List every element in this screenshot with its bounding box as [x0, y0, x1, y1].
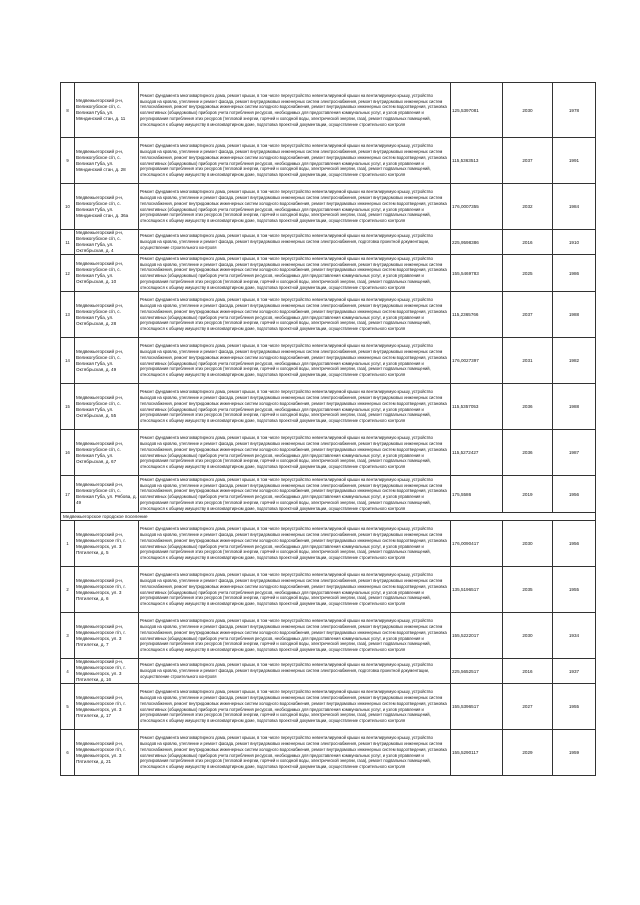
house-address-text: Медвежьегорский р-н, Медвежьегорское г/п, г. Медвежьегорск, ул. 3 Пятилетки, д. 17 — [76, 694, 126, 718]
table-row — [61, 138, 596, 184]
repair-year — [503, 521, 553, 567]
house-address-text: Медвежьегорский р-н, Медвежьегорское г/п, г. Медвежьегорск, ул. 3 Пятилетки, д. 6 — [76, 577, 126, 601]
repair-year-text: 2025 — [522, 270, 533, 276]
repair-year-text: 2016 — [522, 239, 533, 245]
area-value-text: 135,5196517 — [452, 587, 479, 592]
repair-year — [503, 613, 553, 659]
table-row — [61, 184, 596, 230]
area-value — [451, 476, 503, 513]
repair-works — [139, 567, 451, 613]
repair-works-text: Ремонт фундамента многоквартирного дома, ремонт крыши, в том числе переустройство невентилируемой крыши на вентилируемую крышу, устройство выходов на кровлю, утепление и ремонт фасада, ремонт внутридомовых инженерных систем электроснабжения, ремонт внутридомовых инженерных систем теплоснабжения, ремонт внутридомовых инженерных систем холодного водоснабжения, ремонт внутридомовых инженерных систем водоотведения, установка коллективных (общедомовых) приборов учета потребления ресурсов, необходимых для предоставления коммунальных услуг, и узлов управления и регулирования потребления этих ресурсов (тепловой энергии, горячей и холодной воды, электрической энергии, газа), ремонт подвальных помещений, относящихся к общему имуществу в многоквартирном доме, подготовка проектной документации, осуществление строительного контроля — [140, 92, 447, 127]
area-value — [451, 255, 503, 292]
table-row — [61, 255, 596, 292]
house-address — [75, 255, 139, 292]
repair-year — [503, 184, 553, 230]
repair-works — [139, 430, 451, 476]
repair-works-text: Ремонт фундамента многоквартирного дома, ремонт крыши, в том числе переустройство невентилируемой крыши на вентилируемую крышу, устройство выходов на кровлю, утепление и ремонт фасада, ремонт внутридомовых инженерных систем электроснабжения, ремонт внутридомовых инженерных систем теплоснабжения, ремонт внутридомовых инженерных систем холодного водоснабжения, ремонт внутридомовых инженерных систем водоотведения, установка коллективных (общедомовых) приборов учета потребления ресурсов, необходимых для предоставления коммунальных услуг, и узлов управления и регулирования потребления этих ресурсов (тепловой энергии, горячей и холодной воды, электрической энергии, газа), ремонт подвальных помещений, относящихся к общему имуществу в многоквартирном доме, подготовка проектной документации, осуществление строительного контроля — [140, 189, 447, 223]
area-value-text: 175,5586 — [452, 491, 472, 497]
house-address-text: Медвежьегорский р-н, Великогубское с/п, с. Великая Губа, ул. Октябрьская, д. 49 — [76, 348, 124, 372]
row-number-text: 16 — [65, 450, 70, 455]
repair-year-text: 2030 — [522, 633, 533, 638]
area-value — [451, 521, 503, 567]
house-address-text: Медвежьегорский р-н, Медвежьегорское г/п, г. Медвежьегорск, ул. 3 Пятилетки, д. 5 — [76, 531, 126, 555]
row-number — [61, 184, 75, 230]
row-number-text: 3 — [66, 633, 69, 638]
house-address — [75, 384, 139, 430]
repair-year-text: 2029 — [522, 750, 533, 755]
document-page — [60, 82, 583, 776]
repair-year-text: 2037 — [522, 312, 533, 317]
house-address-text: Медвежьегорский р-н, Великогубское с/п, с. Великая Губа, ул. Октябрьская, д. 4 — [76, 230, 124, 253]
build-year — [553, 613, 596, 659]
build-year-text: 1984 — [568, 204, 580, 209]
row-number — [61, 613, 75, 659]
repair-works-text: Ремонт фундамента многоквартирного дома, ремонт крыши, в том числе переустройство невентилируемой крыши на вентилируемую крышу, устройство выходов на кровлю, утепление и ремонт фасада, ремонт внутридомовых инженерных систем электроснабжения, ремонт внутридомовых инженерных систем теплоснабжения, ремонт внутридомовых инженерных систем холодного водоснабжения, ремонт внутридомовых инженерных систем водоотведения, установка коллективных (общедомовых) приборов учета потребления ресурсов, необходимых для предоставления коммунальных услуг, и узлов управления и регулирования потребления этих ресурсов (тепловой энергии, горячей и холодной воды, электрической энергии, газа), ремонт подвальных помещений, относящихся к общему имуществу в многоквартирном доме, подготовка проектной документации, осуществление строительного контроля — [140, 476, 447, 511]
area-value — [451, 730, 503, 776]
house-address — [75, 338, 139, 384]
row-number-text: 5 — [66, 704, 69, 709]
build-year — [553, 138, 596, 184]
row-number-text: 10 — [65, 204, 70, 209]
row-number-text: 1 — [66, 541, 69, 546]
repair-works — [139, 684, 451, 730]
repair-year — [503, 83, 553, 138]
area-value-text: 176,0027397 — [452, 358, 479, 363]
row-number-text: 13 — [65, 312, 70, 317]
row-number-text: 4 — [66, 668, 69, 674]
repair-year — [503, 684, 553, 730]
table-row — [61, 613, 596, 659]
area-value — [451, 83, 503, 138]
build-year — [553, 684, 596, 730]
table-row — [61, 730, 596, 776]
table-row — [61, 83, 596, 138]
row-number-text: 11 — [65, 239, 70, 245]
build-year-text: 1955 — [568, 587, 580, 592]
repair-year-text: 2037 — [522, 158, 533, 163]
repair-works — [139, 255, 451, 292]
repair-year-text: 2032 — [522, 204, 533, 209]
repair-works-text: Ремонт фундамента многоквартирного дома, ремонт крыши, в том числе переустройство невентилируемой крыши на вентилируемую крышу, устройство выходов на кровлю, утепление и ремонт фасада, ремонт внутридомовых инженерных систем электроснабжения, ремонт внутридомовых инженерных систем теплоснабжения, ремонт внутридомовых инженерных систем холодного водоснабжения, ремонт внутридомовых инженерных систем водоотведения, установка коллективных (общедомовых) приборов учета потребления ресурсов, необходимых для предоставления коммунальных услуг, и узлов управления и регулирования потребления этих ресурсов (тепловой энергии, горячей и холодной воды, электрической энергии, газа), ремонт подвальных помещений, относящихся к общему имуществу в многоквартирном доме, подготовка проектной документации, осуществление строительного контроля — [140, 297, 447, 331]
repair-year-text: 2030 — [522, 107, 533, 113]
build-year — [553, 292, 596, 338]
capital-repair-table — [60, 82, 596, 776]
build-year-text: 1956 — [568, 541, 580, 546]
row-number-text: 9 — [66, 158, 69, 163]
table-row — [61, 230, 596, 255]
repair-works-text: Ремонт фундамента многоквартирного дома, ремонт крыши, в том числе переустройство невентилируемой крыши на вентилируемую крышу, устройство выходов на кровлю, утепление и ремонт фасада, ремонт внутридомовых инженерных систем электроснабжения, ремонт внутридомовых инженерных систем теплоснабжения, ремонт внутридомовых инженерных систем холодного водоснабжения, ремонт внутридомовых инженерных систем водоотведения, установка коллективных (общедомовых) приборов учета потребления ресурсов, необходимых для предоставления коммунальных услуг, и узлов управления и регулирования потребления этих ресурсов (тепловой энергии, горячей и холодной воды, электрической энергии, газа), ремонт подвальных помещений, относящихся к общему имуществу в многоквартирном доме, подготовка проектной документации, осуществление строительного контроля — [140, 526, 447, 560]
house-address — [75, 613, 139, 659]
repair-year-text: 2030 — [522, 541, 533, 546]
table-row — [61, 659, 596, 684]
area-value-text: 225,5652517 — [452, 668, 479, 674]
repair-works — [139, 138, 451, 184]
table-row — [61, 684, 596, 730]
area-value-text: 115,5357053 — [452, 404, 479, 409]
row-number — [61, 338, 75, 384]
row-number — [61, 230, 75, 255]
house-address-text: Медвежьегорский р-н, Великогубское с/п, с. Великая Губа, ул. Октябрьская, д. 28 — [76, 302, 124, 326]
area-value — [451, 684, 503, 730]
row-number-text: 12 — [65, 270, 70, 276]
repair-year — [503, 567, 553, 613]
repair-year-text: 2036 — [522, 404, 533, 409]
row-number — [61, 83, 75, 138]
area-value — [451, 184, 503, 230]
table-row — [61, 292, 596, 338]
repair-works-text: Ремонт фундамента многоквартирного дома, ремонт крыши, в том числе переустройство невентилируемой крыши на вентилируемую крышу, устройство выходов на кровлю, утепление и ремонт фасада, ремонт внутридомовых инженерных систем электроснабжения, ремонт внутридомовых инженерных систем теплоснабжения, ремонт внутридомовых инженерных систем холодного водоснабжения, ремонт внутридомовых инженерных систем водоотведения, установка коллективных (общедомовых) приборов учета потребления ресурсов, необходимых для предоставления коммунальных услуг, и узлов управления и регулирования потребления этих ресурсов (тепловой энергии, горячей и холодной воды, электрической энергии, газа), ремонт подвальных помещений, относящихся к общему имуществу в многоквартирном доме, подготовка проектной документации, осуществление строительного контроля — [140, 572, 447, 606]
build-year — [553, 521, 596, 567]
house-address — [75, 476, 139, 513]
repair-works-text: Ремонт фундамента многоквартирного дома, ремонт крыши, в том числе переустройство невентилируемой крыши на вентилируемую крышу, устройство выходов на кровлю, утепление и ремонт фасада, ремонт внутридомовых инженерных систем электроснабжения, ремонт внутридомовых инженерных систем теплоснабжения, ремонт внутридомовых инженерных систем холодного водоснабжения, ремонт внутридомовых инженерных систем водоотведения, установка коллективных (общедомовых) приборов учета потребления ресурсов, необходимых для предоставления коммунальных услуг, и узлов управления и регулирования потребления этих ресурсов (тепловой энергии, горячей и холодной воды, электрической энергии, газа), ремонт подвальных помещений, относящихся к общему имуществу в многоквартирном доме, подготовка проектной документации, осуществление строительного контроля — [140, 735, 447, 769]
area-value — [451, 338, 503, 384]
area-value-text: 155,5396517 — [452, 704, 479, 709]
repair-works-text: Ремонт фундамента многоквартирного дома, ремонт крыши, в том числе переустройство невентилируемой крыши на вентилируемую крышу, устройство выходов на кровлю, утепление и ремонт фасада, ремонт внутридомовых инженерных систем электроснабжения, ремонт внутридомовых инженерных систем теплоснабжения, ремонт внутридомовых инженерных систем холодного водоснабжения, ремонт внутридомовых инженерных систем водоотведения, установка коллективных (общедомовых) приборов учета потребления ресурсов, необходимых для предоставления коммунальных услуг, и узлов управления и регулирования потребления этих ресурсов (тепловой энергии, горячей и холодной воды, электрической энергии, газа), ремонт подвальных помещений, относящихся к общему имуществу в многоквартирном доме, подготовка проектной документации, осуществление строительного контроля — [140, 389, 447, 423]
house-address — [75, 83, 139, 138]
repair-year-text: 2016 — [522, 668, 533, 674]
repair-year — [503, 384, 553, 430]
repair-works — [139, 230, 451, 255]
house-address-text: Медвежьегорский р-н, Великогубское с/п, с. Великая Губа, ул. Мяндинский стан, д. 36а — [76, 194, 129, 218]
area-value — [451, 138, 503, 184]
row-number — [61, 567, 75, 613]
repair-year — [503, 730, 553, 776]
row-number — [61, 730, 75, 776]
house-address — [75, 567, 139, 613]
build-year — [553, 184, 596, 230]
repair-works-text: Ремонт фундамента многоквартирного дома, ремонт крыши, в том числе переустройство невентилируемой крыши на вентилируемую крышу, устройство выходов на кровлю, утепление и ремонт фасада, ремонт внутридомовых инженерных систем электроснабжения, ремонт внутридомовых инженерных систем теплоснабжения, ремонт внутридомовых инженерных систем холодного водоснабжения, ремонт внутридомовых инженерных систем водоотведения, установка коллективных (общедомовых) приборов учета потребления ресурсов, необходимых для предоставления коммунальных услуг, и узлов управления и регулирования потребления этих ресурсов (тепловой энергии, горячей и холодной воды, электрической энергии, газа), ремонт подвальных помещений, относящихся к общему имуществу в многоквартирном доме, подготовка проектной документации, осуществление строительного контроля — [140, 435, 447, 469]
repair-year — [503, 292, 553, 338]
repair-works-text: Ремонт фундамента многоквартирного дома, ремонт крыши, в том числе переустройство невентилируемой крыши на вентилируемую крышу, устройство выходов на кровлю, утепление и ремонт фасада, ремонт внутридомовых инженерных систем электроснабжения, ремонт внутридомовых инженерных систем теплоснабжения, ремонт внутридомовых инженерных систем холодного водоснабжения, ремонт внутридомовых инженерных систем водоотведения, установка коллективных (общедомовых) приборов учета потребления ресурсов, необходимых для предоставления коммунальных услуг, и узлов управления и регулирования потребления этих ресурсов (тепловой энергии, горячей и холодной воды, электрической энергии, газа), ремонт подвальных помещений, относящихся к общему имуществу в многоквартирном доме, подготовка проектной документации, осуществление строительного контроля — [140, 689, 447, 723]
house-address — [75, 292, 139, 338]
build-year-text: 1955 — [568, 704, 580, 709]
area-value — [451, 230, 503, 255]
repair-year-text: 2036 — [522, 450, 533, 455]
row-number — [61, 292, 75, 338]
area-value-text: 155,5290117 — [452, 750, 479, 755]
row-number — [61, 430, 75, 476]
build-year-text: 1982 — [568, 358, 580, 363]
repair-year-text: 2031 — [522, 358, 533, 363]
repair-works — [139, 83, 451, 138]
repair-works-text: Ремонт фундамента многоквартирного дома, ремонт крыши, в том числе переустройство невентилируемой крыши на вентилируемую крышу, устройство выходов на кровлю, утепление и ремонт фасада, ремонт внутридомовых инженерных систем электроснабжения, ремонт внутридомовых инженерных систем теплоснабжения, ремонт внутридомовых инженерных систем холодного водоснабжения, ремонт внутридомовых инженерных систем водоотведения, установка коллективных (общедомовых) приборов учета потребления ресурсов, необходимых для предоставления коммунальных услуг, и узлов управления и регулирования потребления этих ресурсов (тепловой энергии, горячей и холодной воды, электрической энергии, газа), ремонт подвальных помещений, относящихся к общему имуществу в многоквартирном доме, подготовка проектной документации, осуществление строительного контроля — [140, 618, 447, 652]
area-value-text: 125,5397081 — [452, 107, 479, 113]
build-year — [553, 83, 596, 138]
house-address-text: Медвежьегорский р-н, Великогубское с/п, с. Великая Губа, ул. Мяндинский стан, д. 11 — [76, 98, 126, 121]
repair-works — [139, 338, 451, 384]
repair-works-text: Ремонт фундамента многоквартирного дома, ремонт крыши, в том числе переустройство невентилируемой крыши на вентилируемую крышу, устройство выходов на кровлю, утепление и ремонт фасада, ремонт внутридомовых инженерных систем электроснабжения, подготовка проектной документации, осуществление строительного контроля — [140, 233, 433, 250]
repair-year — [503, 338, 553, 384]
row-number — [61, 384, 75, 430]
build-year — [553, 430, 596, 476]
area-value-text: 176,0090417 — [452, 541, 479, 546]
repair-works — [139, 292, 451, 338]
build-year — [553, 230, 596, 255]
area-value — [451, 430, 503, 476]
build-year — [553, 567, 596, 613]
row-number — [61, 476, 75, 513]
house-address-text: Медвежьегорский р-н, Медвежьегорское г/п, г. Медвежьегорск, ул. 3 Пятилетки, д. 7 — [76, 623, 126, 647]
house-address-text: Медвежьегорский р-н, Великогубское с/п, с. Великая Губа, ул. Октябрьская, д. 55 — [76, 394, 124, 418]
build-year — [553, 730, 596, 776]
table-row — [61, 567, 596, 613]
repair-works — [139, 659, 451, 684]
row-number — [61, 138, 75, 184]
table-row — [61, 476, 596, 513]
build-year — [553, 255, 596, 292]
house-address — [75, 138, 139, 184]
repair-works-text: Ремонт фундамента многоквартирного дома, ремонт крыши, в том числе переустройство невентилируемой крыши на вентилируемую крышу, устройство выходов на кровлю, утепление и ремонт фасада, ремонт внутридомовых инженерных систем электроснабжения, ремонт внутридомовых инженерных систем теплоснабжения, ремонт внутридомовых инженерных систем холодного водоснабжения, ремонт внутридомовых инженерных систем водоотведения, установка коллективных (общедомовых) приборов учета потребления ресурсов, необходимых для предоставления коммунальных услуг, и узлов управления и регулирования потребления этих ресурсов (тепловой энергии, горячей и холодной воды, электрической энергии, газа), ремонт подвальных помещений, относящихся к общему имуществу в многоквартирном доме, подготовка проектной документации, осуществление строительного контроля — [140, 343, 447, 377]
area-value-text: 176,0007355 — [452, 204, 479, 209]
build-year-text: 1987 — [568, 450, 580, 455]
house-address — [75, 521, 139, 567]
build-year-text: 1934 — [568, 633, 580, 638]
table-row — [61, 430, 596, 476]
repair-works — [139, 184, 451, 230]
repair-year — [503, 255, 553, 292]
row-number-text: 2 — [66, 587, 69, 592]
table-row — [61, 521, 596, 567]
repair-works — [139, 521, 451, 567]
area-value-text: 225,9598386 — [452, 239, 479, 245]
repair-year — [503, 476, 553, 513]
table-row — [61, 384, 596, 430]
build-year — [553, 384, 596, 430]
build-year-text: 1991 — [568, 158, 580, 163]
area-value-text: 155,5222017 — [452, 633, 479, 638]
repair-works — [139, 613, 451, 659]
repair-year — [503, 659, 553, 684]
build-year-text: 1988 — [568, 404, 580, 409]
house-address — [75, 230, 139, 255]
house-address-text: Медвежьегорский р-н, Медвежьегорское г/п, г. Медвежьегорск, ул. 3 Пятилетки, д. 16 — [76, 659, 126, 682]
repair-works-text: Ремонт фундамента многоквартирного дома, ремонт крыши, в том числе переустройство невентилируемой крыши на вентилируемую крышу, устройство выходов на кровлю, утепление и ремонт фасада, ремонт внутридомовых инженерных систем электроснабжения, ремонт внутридомовых инженерных систем теплоснабжения, ремонт внутридомовых инженерных систем холодного водоснабжения, ремонт внутридомовых инженерных систем водоотведения, установка коллективных (общедомовых) приборов учета потребления ресурсов, необходимых для предоставления коммунальных услуг, и узлов управления и регулирования потребления этих ресурсов (тепловой энергии, горячей и холодной воды, электрической энергии, газа), ремонт подвальных помещений, относящихся к общему имуществу в многоквартирном доме, подготовка проектной документации, осуществление строительного контроля — [140, 255, 447, 290]
build-year-text: 1986 — [568, 270, 580, 276]
area-value — [451, 384, 503, 430]
repair-works-text: Ремонт фундамента многоквартирного дома, ремонт крыши, в том числе переустройство невентилируемой крыши на вентилируемую крышу, устройство выходов на кровлю, утепление и ремонт фасада, ремонт внутридомовых инженерных систем электроснабжения, подготовка проектной документации, осуществление строительного контроля — [140, 662, 433, 679]
area-value-text: 155,5469783 — [452, 270, 479, 276]
build-year-text: 1988 — [568, 312, 580, 317]
repair-works — [139, 476, 451, 513]
house-address-text: Медвежьегорский р-н, Великогубское с/п, с. Великая Губа, ул. Мяндинский стан, д. 28 — [76, 148, 126, 172]
table-body — [61, 83, 596, 776]
area-value-text: 115,2365766 — [452, 312, 479, 317]
house-address-text: Медвежьегорский р-н, Великогубское с/п, с. Великая Губа, ул. Октябрьская, д. 67 — [76, 440, 124, 464]
repair-works — [139, 730, 451, 776]
build-year-text: 1956 — [568, 491, 580, 497]
house-address — [75, 659, 139, 684]
house-address — [75, 684, 139, 730]
area-value-text: 115,5272427 — [452, 450, 479, 455]
build-year-text: 1959 — [568, 750, 580, 755]
house-address-text: Медвежьегорский р-н, Медвежьегорское г/п, г. Медвежьегорск, ул. 3 Пятилетки, д. 21 — [76, 740, 126, 764]
area-value — [451, 567, 503, 613]
area-value-text: 115,5363513 — [452, 158, 479, 163]
house-address-text: Медвежьегорский р-н, Великогубское с/п, с. Великая Губа, ул. Рябова, д. 49 — [76, 482, 137, 505]
row-number-text: 6 — [66, 750, 69, 755]
section-title: Медвежьегорское городское поселение — [61, 513, 596, 521]
row-number — [61, 255, 75, 292]
house-address — [75, 730, 139, 776]
repair-year-text: 2019 — [522, 491, 533, 497]
repair-works-text: Ремонт фундамента многоквартирного дома, ремонт крыши, в том числе переустройство невентилируемой крыши на вентилируемую крышу, устройство выходов на кровлю, утепление и ремонт фасада, ремонт внутридомовых инженерных систем электроснабжения, ремонт внутридомовых инженерных систем теплоснабжения, ремонт внутридомовых инженерных систем холодного водоснабжения, ремонт внутридомовых инженерных систем водоотведения, установка коллективных (общедомовых) приборов учета потребления ресурсов, необходимых для предоставления коммунальных услуг, и узлов управления и регулирования потребления этих ресурсов (тепловой энергии, горячей и холодной воды, электрической энергии, газа), ремонт подвальных помещений, относящихся к общему имуществу в многоквартирном доме, подготовка проектной документации, осуществление строительного контроля — [140, 143, 447, 177]
build-year-text: 1910 — [568, 239, 580, 245]
repair-year-text: 2027 — [522, 704, 533, 709]
area-value — [451, 659, 503, 684]
build-year-text: 1978 — [568, 107, 580, 113]
house-address — [75, 184, 139, 230]
row-number-text: 14 — [65, 358, 70, 363]
repair-works — [139, 384, 451, 430]
repair-year — [503, 430, 553, 476]
build-year — [553, 338, 596, 384]
section-row — [61, 513, 596, 521]
repair-year-text: 2035 — [522, 587, 533, 592]
area-value — [451, 292, 503, 338]
row-number-text: 8 — [66, 107, 69, 113]
row-number — [61, 684, 75, 730]
repair-year — [503, 138, 553, 184]
area-value — [451, 613, 503, 659]
build-year-text: 1937 — [568, 668, 580, 674]
row-number — [61, 521, 75, 567]
build-year — [553, 476, 596, 513]
repair-year — [503, 230, 553, 255]
table-row — [61, 338, 596, 384]
house-address — [75, 430, 139, 476]
row-number — [61, 659, 75, 684]
house-address-text: Медвежьегорский р-н, Великогубское с/п, с. Великая Губа, ул. Октябрьская, д. 10 — [76, 261, 124, 284]
row-number-text: 15 — [65, 404, 70, 409]
build-year — [553, 659, 596, 684]
row-number-text: 17 — [65, 491, 70, 497]
